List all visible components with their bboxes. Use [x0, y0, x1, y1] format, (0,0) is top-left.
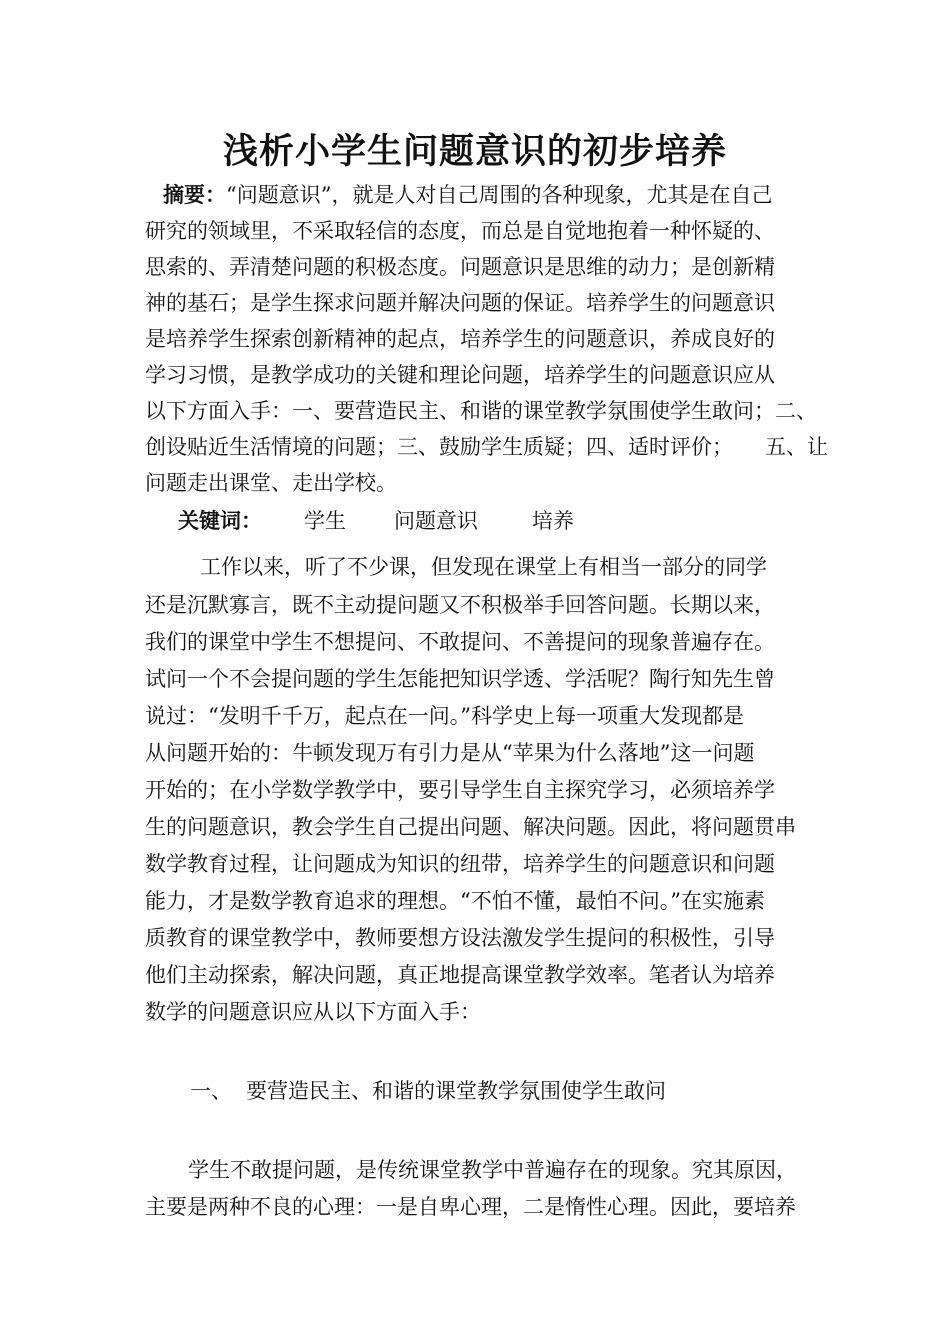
intro-line: 说过：“发明千千万，起点在一问。”科学史上每一项重大发现都是 — [145, 704, 744, 728]
abstract-line: 神的基石；是学生探求问题并解决问题的保证。培养学生的问题意识 — [145, 291, 775, 315]
intro-line: 质教育的课堂教学中，教师要想方设法激发学生提问的积极性，引导 — [145, 926, 775, 950]
keyword-item: 学生 — [304, 509, 346, 533]
abstract-line-tail: 五、让 — [765, 435, 828, 459]
abstract-line: 是培养学生探索创新精神的起点，培养学生的问题意识，养成良好的 — [145, 327, 775, 351]
intro-line: 开始的；在小学数学教学中，要引导学生自主探究学习，必须培养学 — [145, 778, 775, 802]
intro-line: 试问一个不会提问题的学生怎能把知识学透、学活呢？陶行知先生曾 — [145, 667, 775, 691]
intro-line: 工作以来，听了不少课，但发现在课堂上有相当一部分的同学 — [200, 555, 767, 579]
keywords-label: 关键词： — [178, 508, 262, 533]
abstract-text: “问题意识”，就是人对自己周围的各种现象，尤其是在自己 — [226, 183, 773, 207]
abstract-line-text: 创设贴近生活情境的问题；三、鼓励学生质疑；四、适时评价； — [145, 435, 733, 459]
intro-line: 数学教育过程，让问题成为知识的纽带，培养学生的问题意识和问题 — [145, 852, 775, 876]
section-heading-text: 要营造民主、和谐的课堂教学氛围使学生敢问 — [246, 1079, 666, 1103]
keyword-item: 问题意识 — [394, 509, 478, 533]
abstract-last-line: 问题走出课堂、走出学校。 — [145, 471, 397, 495]
keywords-line — [178, 503, 574, 539]
abstract-line: 以下方面入手：一、要营造民主、和谐的课堂教学氛围使学生敢问；二、 — [145, 399, 817, 423]
keyword-item: 培养 — [532, 509, 574, 533]
abstract-line: 思索的、弄清楚问题的积极态度。问题意识是思维的动力；是创新精 — [145, 255, 775, 279]
intro-line: 还是沉默寡言，既不主动提问题又不积极举手回答问题。长期以来， — [145, 593, 775, 617]
intro-line: 能力，才是数学教育追求的理想。“不怕不懂，最怕不问。”在实施素 — [145, 889, 765, 913]
abstract-first-line — [163, 177, 772, 213]
intro-line: 数学的问题意识应从以下方面入手： — [145, 1000, 481, 1024]
abstract-label: 摘要： — [163, 182, 226, 207]
section-body-line: 主要是两种不良的心理：一是自卑心理，二是惰性心理。因此，要培养 — [145, 1195, 796, 1219]
intro-line: 我们的课堂中学生不想提问、不敢提问、不善提问的现象普遍存在。 — [145, 630, 775, 654]
intro-line: 从问题开始的：牛顿发现万有引力是从“苹果为什么落地”这一问题 — [145, 741, 755, 765]
section-number: 一、 — [190, 1079, 232, 1103]
abstract-line — [145, 429, 828, 465]
abstract-line: 学习习惯，是教学成功的关键和理论问题，培养学生的问题意识应从 — [145, 363, 775, 387]
abstract-line: 研究的领域里，不采取轻信的态度，而总是自觉地抱着一种怀疑的、 — [145, 219, 775, 243]
intro-line: 他们主动探索，解决问题，真正地提高课堂教学效率。笔者认为培养 — [145, 963, 775, 987]
section-body-line: 学生不敢提问题，是传统课堂教学中普遍存在的现象。究其原因， — [188, 1158, 797, 1182]
document-title: 浅析小学生问题意识的初步培养 — [222, 131, 727, 172]
intro-line: 生的问题意识，教会学生自己提出问题、解决问题。因此，将问题贯串 — [145, 815, 796, 839]
section-heading — [190, 1073, 666, 1109]
